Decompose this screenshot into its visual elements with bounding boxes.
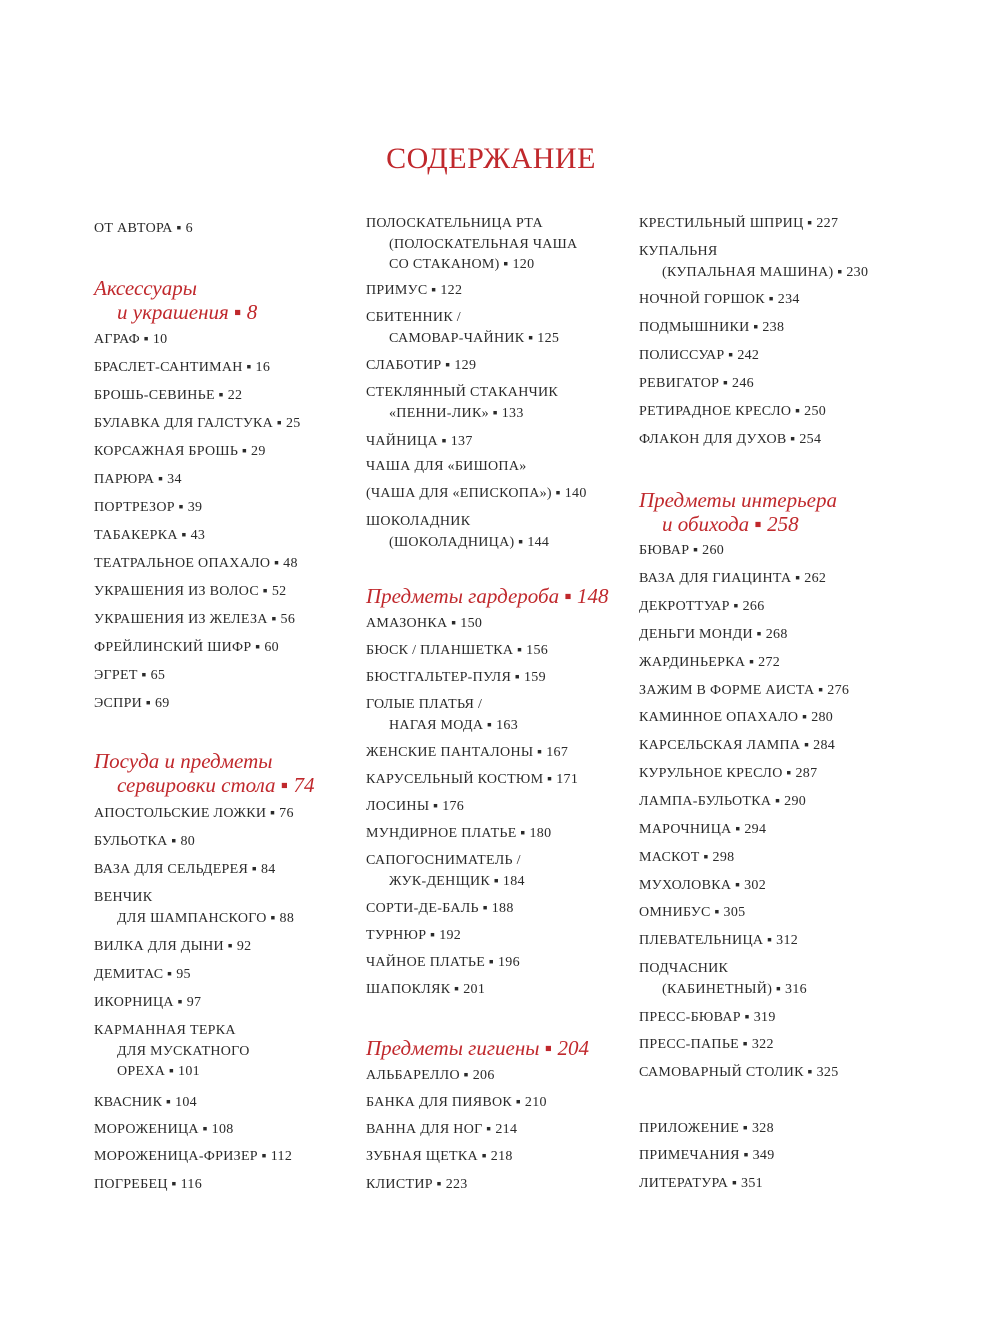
toc-entry: [639, 848, 734, 869]
toc-entry: [639, 959, 807, 1000]
toc-entry: [94, 498, 202, 519]
toc-entry-line: КУПАЛЬНЯ: [639, 244, 718, 259]
section-heading-line: и обихода ▪ 258: [662, 512, 799, 536]
toc-entry: [639, 1035, 774, 1056]
toc-entry-line: ПРЕСС-ПАПЬЕ ▪ 322: [639, 1037, 774, 1052]
toc-entry: [366, 457, 527, 478]
toc-entry-line: ВАННА ДЛЯ НОГ ▪ 214: [366, 1122, 518, 1137]
toc-entry: [366, 899, 514, 920]
toc-entry-line: АГРАФ ▪ 10: [94, 332, 168, 347]
toc-entry-line: ШОКОЛАДНИК: [366, 514, 471, 529]
page-title: СОДЕРЖАНИЕ: [386, 142, 596, 175]
toc-entry: [639, 242, 868, 283]
toc-entry: [639, 346, 759, 367]
section-heading-line: Предметы интерьера: [639, 488, 837, 512]
toc-entry: [639, 792, 806, 813]
toc-entry-line: ОРЕХА ▪ 101: [117, 1064, 200, 1079]
toc-entry-line: ФРЕЙЛИНСКИЙ ШИФР ▪ 60: [94, 640, 279, 655]
toc-entry-line: (ЧАША ДЛЯ «ЕПИСКОПА») ▪ 140: [366, 486, 587, 501]
toc-entry: [639, 876, 766, 897]
toc-entry: [366, 980, 485, 1001]
toc-entry: [639, 597, 765, 618]
toc-entry-line: САПОГОСНИМАТЕЛЬ /: [366, 853, 521, 868]
toc-entry: [639, 1008, 776, 1029]
section-heading-line: Аксессуары: [94, 276, 197, 300]
section-heading: [366, 584, 609, 608]
toc-entry-line: ПРИМУС ▪ 122: [366, 283, 463, 298]
toc-entry-line: КУРУЛЬНОЕ КРЕСЛО ▪ 287: [639, 766, 818, 781]
toc-entry-line: СЛАБОТИР ▪ 129: [366, 358, 477, 373]
toc-entry: [366, 851, 525, 892]
toc-entry: [366, 383, 558, 424]
toc-entry-line: ВАЗА ДЛЯ СЕЛЬДЕРЕЯ ▪ 84: [94, 862, 276, 877]
toc-entry-line: КАРМАННАЯ ТЕРКА: [94, 1023, 236, 1038]
toc-entry: [639, 374, 754, 395]
toc-entry-line: ЭСПРИ ▪ 69: [94, 696, 170, 711]
toc-entry: [94, 993, 201, 1014]
toc-entry-line: КЛИСТИР ▪ 223: [366, 1177, 468, 1192]
toc-entry: [366, 1120, 517, 1141]
toc-entry-line: ПОЛИССУАР ▪ 242: [639, 348, 760, 363]
toc-entry-line: ЗАЖИМ В ФОРМЕ АИСТА ▪ 276: [639, 683, 850, 698]
toc-entry-line: КОРСАЖНАЯ БРОШЬ ▪ 29: [94, 444, 266, 459]
toc-entry-line: ДЕНЬГИ МОНДИ ▪ 268: [639, 627, 788, 642]
toc-entry: [94, 386, 242, 407]
toc-entry-line: МОРОЖЕНИЦА-ФРИЗЕР ▪ 112: [94, 1149, 293, 1164]
toc-entry-line: ПОДМЫШНИКИ ▪ 238: [639, 320, 785, 335]
toc-entry: [366, 695, 518, 736]
toc-entry: [366, 484, 587, 505]
toc-entry-line: КВАСНИК ▪ 104: [94, 1095, 197, 1110]
toc-entry-line: ТЕАТРАЛЬНОЕ ОПАХАЛО ▪ 48: [94, 556, 298, 571]
toc-entry: [94, 832, 195, 853]
toc-entry: [94, 358, 270, 379]
toc-entry: [639, 903, 745, 924]
toc-entry-line: ВАЗА ДЛЯ ГИАЦИНТА ▪ 262: [639, 571, 827, 586]
toc-entry: [639, 653, 780, 674]
toc-entry: [366, 308, 559, 349]
toc-entry: [94, 526, 205, 547]
toc-entry-line: ПАРЮРА ▪ 34: [94, 472, 182, 487]
toc-entry: [639, 402, 826, 423]
toc-entry: [366, 214, 577, 276]
section-heading-line: и украшения ▪ 8: [117, 300, 258, 324]
toc-entry-line: СТЕКЛЯННЫЙ СТАКАНЧИК: [366, 385, 559, 400]
section-heading-line: сервировки стола ▪ 74: [117, 773, 315, 797]
toc-entry: [94, 666, 165, 687]
toc-entry-line: УКРАШЕНИЯ ИЗ ВОЛОС ▪ 52: [94, 584, 287, 599]
toc-entry-line: «ПЕННИ-ЛИК» ▪ 133: [389, 405, 524, 421]
toc-entry-line: ШАПОКЛЯК ▪ 201: [366, 982, 486, 997]
toc-entry-line: РЕТИРАДНОЕ КРЕСЛО ▪ 250: [639, 404, 827, 419]
toc-entry: [366, 926, 461, 947]
section-heading: [94, 276, 257, 324]
toc-entry: [94, 1120, 234, 1141]
toc-entry: [94, 470, 182, 491]
toc-entry-line: БАНКА ДЛЯ ПИЯВОК ▪ 210: [366, 1095, 547, 1110]
toc-entry: [94, 1147, 292, 1168]
toc-entry: [639, 430, 821, 451]
toc-entry: [639, 1174, 763, 1195]
toc-entry-line: ДЛЯ ШАМПАНСКОГО ▪ 88: [117, 910, 295, 926]
toc-entry: [639, 569, 826, 590]
toc-entry: [366, 512, 549, 553]
toc-entry-line: ФЛАКОН ДЛЯ ДУХОВ ▪ 254: [639, 432, 822, 447]
section-heading-line: Предметы гигиены ▪ 204: [366, 1036, 589, 1060]
toc-entry-line: ОМНИБУС ▪ 305: [639, 905, 746, 920]
toc-entry-line: ОТ АВТОРА ▪ 6: [94, 221, 193, 236]
toc-entry: [94, 414, 301, 435]
toc-entry: [366, 743, 568, 764]
toc-entry: [94, 554, 298, 575]
toc-entry-line: БЮВАР ▪ 260: [639, 543, 725, 558]
toc-entry-line: (КАБИНЕТНЫЙ) ▪ 316: [662, 981, 807, 997]
toc-entry-line: МОРОЖЕНИЦА ▪ 108: [94, 1122, 234, 1137]
toc-entry-line: КАРСЕЛЬСКАЯ ЛАМПА ▪ 284: [639, 738, 836, 753]
toc-entry: [366, 614, 482, 635]
toc-entry: [639, 290, 800, 311]
toc-entry-line: БЮСК / ПЛАНШЕТКА ▪ 156: [366, 643, 549, 658]
toc-entry: [366, 356, 476, 377]
toc-entry-line: МАРОЧНИЦА ▪ 294: [639, 822, 767, 837]
toc-entry: [639, 681, 849, 702]
toc-entry-line: СБИТЕННИК /: [366, 310, 461, 325]
toc-entry: [366, 953, 520, 974]
toc-entry-line: ПЛЕВАТЕЛЬНИЦА ▪ 312: [639, 933, 799, 948]
toc-entry: [639, 1119, 774, 1140]
toc-entry: [639, 625, 788, 646]
toc-entry: [366, 641, 548, 662]
toc-entry-line: (ШОКОЛАДНИЦА) ▪ 144: [389, 534, 550, 550]
toc-entry: [366, 668, 546, 689]
toc-entry-line: РЕВИГАТОР ▪ 246: [639, 376, 754, 391]
toc-entry-line: МАСКОТ ▪ 298: [639, 850, 735, 865]
toc-entry-line: ЛАМПА-БУЛЬОТКА ▪ 290: [639, 794, 807, 809]
toc-entry: [366, 824, 551, 845]
toc-entry: [639, 764, 817, 785]
toc-entry-line: САМОВАР-ЧАЙНИК ▪ 125: [389, 330, 560, 346]
toc-entry-line: ДЛЯ МУСКАТНОГО: [117, 1043, 250, 1059]
toc-entry-line: (ПОЛОСКАТЕЛЬНАЯ ЧАША: [389, 236, 578, 252]
toc-entry-line: БРОШЬ-СЕВИНЬЕ ▪ 22: [94, 388, 243, 403]
toc-entry-line: БРАСЛЕТ-САНТИМАН ▪ 16: [94, 360, 271, 375]
toc-entry-line: САМОВАРНЫЙ СТОЛИК ▪ 325: [639, 1065, 839, 1080]
section-heading-line: Предметы гардероба ▪ 148: [366, 584, 609, 608]
toc-entry: [94, 965, 191, 986]
toc-entry: [94, 937, 251, 958]
toc-entry-line: МУХОЛОВКА ▪ 302: [639, 878, 767, 893]
toc-entry: [366, 1147, 513, 1168]
toc-entry: [94, 442, 266, 463]
toc-entry-line: ТУРНЮР ▪ 192: [366, 928, 462, 943]
toc-entry-line: ПРИЛОЖЕНИЕ ▪ 328: [639, 1121, 774, 1136]
toc-entry: [639, 736, 835, 757]
toc-entry-line: ЭГРЕТ ▪ 65: [94, 668, 166, 683]
toc-entry: [366, 1093, 547, 1114]
toc-entry-line: ВЕНЧИК: [94, 890, 153, 905]
toc-entry-line: ЛИТЕРАТУРА ▪ 351: [639, 1176, 763, 1191]
toc-entry-line: ТАБАКЕРКА ▪ 43: [94, 528, 206, 543]
toc-entry: [366, 1175, 468, 1196]
toc-entry-line: ЗУБНАЯ ЩЕТКА ▪ 218: [366, 1149, 513, 1164]
toc-entry: [639, 708, 833, 729]
toc-entry-line: ЛОСИНЫ ▪ 176: [366, 799, 465, 814]
toc-entry: [366, 281, 462, 302]
toc-entry-line: АМАЗОНКА ▪ 150: [366, 616, 483, 631]
toc-entry-line: ПОРТРЕЗОР ▪ 39: [94, 500, 203, 515]
toc-entry-line: КРЕСТИЛЬНЫЙ ШПРИЦ ▪ 227: [639, 216, 839, 231]
toc-entry: [94, 638, 279, 659]
toc-entry-line: ПРЕСС-БЮВАР ▪ 319: [639, 1010, 776, 1025]
toc-entry: [639, 318, 784, 339]
toc-entry-line: КАРУСЕЛЬНЫЙ КОСТЮМ ▪ 171: [366, 772, 579, 787]
toc-entry: [94, 888, 294, 929]
toc-entry-line: УКРАШЕНИЯ ИЗ ЖЕЛЕЗА ▪ 56: [94, 612, 296, 627]
toc-entry: [94, 1093, 197, 1114]
toc-entry: [366, 797, 464, 818]
section-heading: [639, 488, 837, 536]
toc-entry-line: АПОСТОЛЬСКИЕ ЛОЖКИ ▪ 76: [94, 806, 294, 821]
toc-entry: [639, 931, 798, 952]
toc-entry: [639, 1063, 839, 1084]
toc-entry-line: БЮСТГАЛЬТЕР-ПУЛЯ ▪ 159: [366, 670, 546, 685]
toc-entry: [94, 804, 294, 825]
toc-entry: [94, 1021, 250, 1083]
toc-entry-line: ИКОРНИЦА ▪ 97: [94, 995, 202, 1010]
toc-entry-line: ЧАША ДЛЯ «БИШОПА»: [366, 459, 527, 474]
toc-entry-line: ЖАРДИНЬЕРКА ▪ 272: [639, 655, 781, 670]
toc-entry: [94, 694, 170, 715]
toc-entry: [94, 610, 295, 631]
toc-entry: [639, 820, 766, 841]
toc-entry: [366, 1066, 495, 1087]
toc-entry-line: ПОДЧАСНИК: [639, 961, 729, 976]
toc-entry-line: ЧАЙНОЕ ПЛАТЬЕ ▪ 196: [366, 955, 520, 970]
toc-entry: [639, 214, 838, 235]
toc-entry: [94, 860, 276, 881]
toc-entry-line: ПОЛОСКАТЕЛЬНИЦА РТА: [366, 216, 543, 231]
toc-entry-line: СОРТИ-ДЕ-БАЛЬ ▪ 188: [366, 901, 514, 916]
toc-entry-line: (КУПАЛЬНАЯ МАШИНА) ▪ 230: [662, 264, 869, 280]
toc-entry-line: ЧАЙНИЦА ▪ 137: [366, 434, 473, 449]
toc-entry: [639, 541, 724, 562]
toc-entry-line: ПОГРЕБЕЦ ▪ 116: [94, 1177, 202, 1192]
toc-entry-line: БУЛЬОТКА ▪ 80: [94, 834, 196, 849]
toc-entry: [366, 770, 578, 791]
toc-entry: [639, 1146, 775, 1167]
toc-entry-line: НОЧНОЙ ГОРШОК ▪ 234: [639, 292, 800, 307]
toc-entry-line: КАМИННОЕ ОПАХАЛО ▪ 280: [639, 710, 834, 725]
toc-entry-line: ЖЕНСКИЕ ПАНТАЛОНЫ ▪ 167: [366, 745, 569, 760]
toc-entry: [94, 330, 167, 351]
toc-entry-line: АЛЬБАРЕЛЛО ▪ 206: [366, 1068, 495, 1083]
toc-entry: [94, 582, 286, 603]
toc-entry-line: БУЛАВКА ДЛЯ ГАЛСТУКА ▪ 25: [94, 416, 301, 431]
section-heading: [94, 749, 315, 797]
section-heading: [366, 1036, 589, 1060]
toc-entry-line: ДЕМИТАС ▪ 95: [94, 967, 191, 982]
toc-entry: [94, 219, 193, 240]
toc-entry-line: ГОЛЫЕ ПЛАТЬЯ /: [366, 697, 483, 712]
toc-entry-line: ВИЛКА ДЛЯ ДЫНИ ▪ 92: [94, 939, 252, 954]
toc-entry: [366, 432, 473, 453]
toc-entry: [94, 1175, 202, 1196]
section-heading-line: Посуда и предметы: [94, 749, 273, 773]
toc-entry-line: ДЕКРОТТУАР ▪ 266: [639, 599, 765, 614]
toc-entry-line: НАГАЯ МОДА ▪ 163: [389, 717, 519, 733]
toc-entry-line: МУНДИРНОЕ ПЛАТЬЕ ▪ 180: [366, 826, 552, 841]
toc-entry-line: ПРИМЕЧАНИЯ ▪ 349: [639, 1148, 775, 1163]
toc-entry-line: СО СТАКАНОМ) ▪ 120: [389, 257, 535, 272]
toc-entry-line: ЖУК-ДЕНЩИК ▪ 184: [389, 873, 525, 889]
